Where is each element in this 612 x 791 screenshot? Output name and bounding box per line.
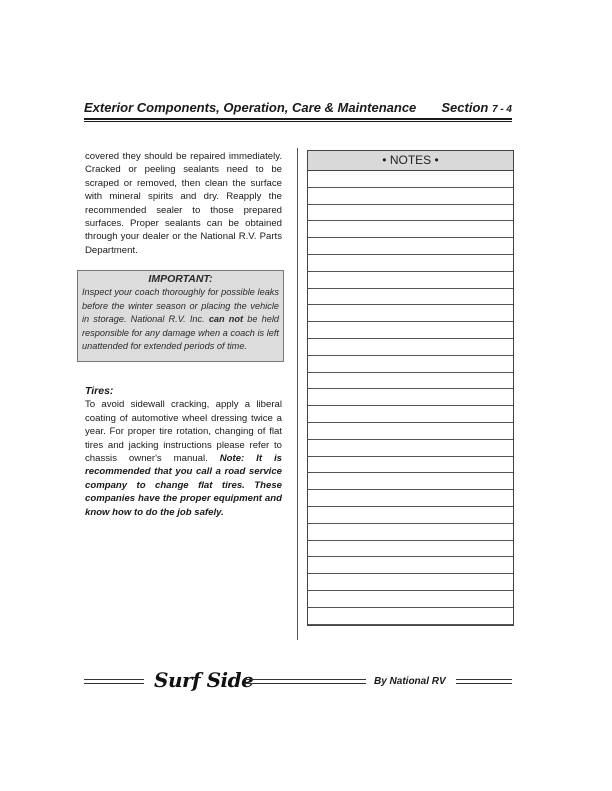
notes-line bbox=[308, 171, 513, 188]
footer-rule-left bbox=[84, 679, 144, 684]
notes-box bbox=[307, 150, 514, 626]
notes-line bbox=[308, 255, 513, 272]
tires-note: Note: It is recommended that you call a road service company to change flat tires. These companies have the proper equipment and know how to do the job safely. bbox=[85, 453, 282, 518]
notes-line bbox=[308, 406, 513, 423]
notes-line bbox=[308, 524, 513, 541]
notes-line bbox=[308, 423, 513, 440]
notes-line bbox=[308, 457, 513, 474]
notes-line bbox=[308, 440, 513, 457]
notes-line bbox=[308, 507, 513, 524]
notes-line bbox=[308, 591, 513, 608]
important-text-bold: can not bbox=[208, 314, 244, 325]
notes-line bbox=[308, 389, 513, 406]
notes-line bbox=[308, 289, 513, 306]
column-divider bbox=[297, 148, 298, 640]
notes-title: • NOTES • bbox=[308, 151, 513, 171]
notes-line bbox=[308, 473, 513, 490]
notes-line bbox=[308, 188, 513, 205]
notes-line bbox=[308, 305, 513, 322]
important-title: IMPORTANT: bbox=[148, 273, 213, 285]
header-rule-thin bbox=[84, 121, 512, 122]
tires-text bbox=[85, 398, 282, 519]
tires-section bbox=[85, 385, 282, 519]
footer-rule-right bbox=[456, 679, 512, 684]
footer-rule-middle bbox=[244, 679, 366, 684]
notes-line bbox=[308, 490, 513, 507]
tires-body: To avoid sidewall cracking, apply a liberal coating of automotive wheel dressing twice a year. For proper tire rotation, changing of flat tires and jacking instructions please refer to chassis owner's manual. bbox=[85, 399, 282, 465]
surfside-logo: Surf Side bbox=[154, 668, 254, 692]
section-label bbox=[441, 100, 512, 115]
notes-line bbox=[308, 322, 513, 339]
footer-byline: By National RV bbox=[374, 676, 446, 687]
page-footer bbox=[84, 668, 512, 708]
left-column bbox=[85, 150, 282, 257]
tires-heading: Tires: bbox=[85, 385, 114, 397]
notes-line bbox=[308, 221, 513, 238]
page-title: Exterior Components, Operation, Care & Maintenance bbox=[84, 100, 417, 115]
notes-lines bbox=[308, 171, 513, 625]
important-box bbox=[77, 270, 284, 362]
notes-line bbox=[308, 541, 513, 558]
notes-line bbox=[308, 557, 513, 574]
important-text-b: be held responsible for any damage when a coach is left unattended for extended periods of time. bbox=[82, 314, 279, 352]
notes-line bbox=[308, 574, 513, 591]
intro-paragraph: covered they should be repaired immediately. Cracked or peeling sealants need to be scraped or removed, then clean the surface with mineral spirits and dry. Reapply the recommended sealer to those prepared surfaces. Proper sealants can be obtained through your dealer or the National R.V. Parts Department. bbox=[85, 151, 282, 256]
notes-line bbox=[308, 608, 513, 625]
notes-line bbox=[308, 238, 513, 255]
header-rule bbox=[84, 118, 512, 120]
important-text-a: Inspect your coach thoroughly for possible leaks before the winter season or placing the vehicle in storage. National R.V. Inc. bbox=[82, 287, 279, 325]
notes-line bbox=[308, 272, 513, 289]
important-text bbox=[82, 286, 279, 354]
notes-line bbox=[308, 373, 513, 390]
notes-line bbox=[308, 356, 513, 373]
notes-line bbox=[308, 339, 513, 356]
notes-line bbox=[308, 205, 513, 222]
section-word: Section bbox=[441, 100, 489, 115]
section-number: 7 - 4 bbox=[491, 104, 512, 115]
